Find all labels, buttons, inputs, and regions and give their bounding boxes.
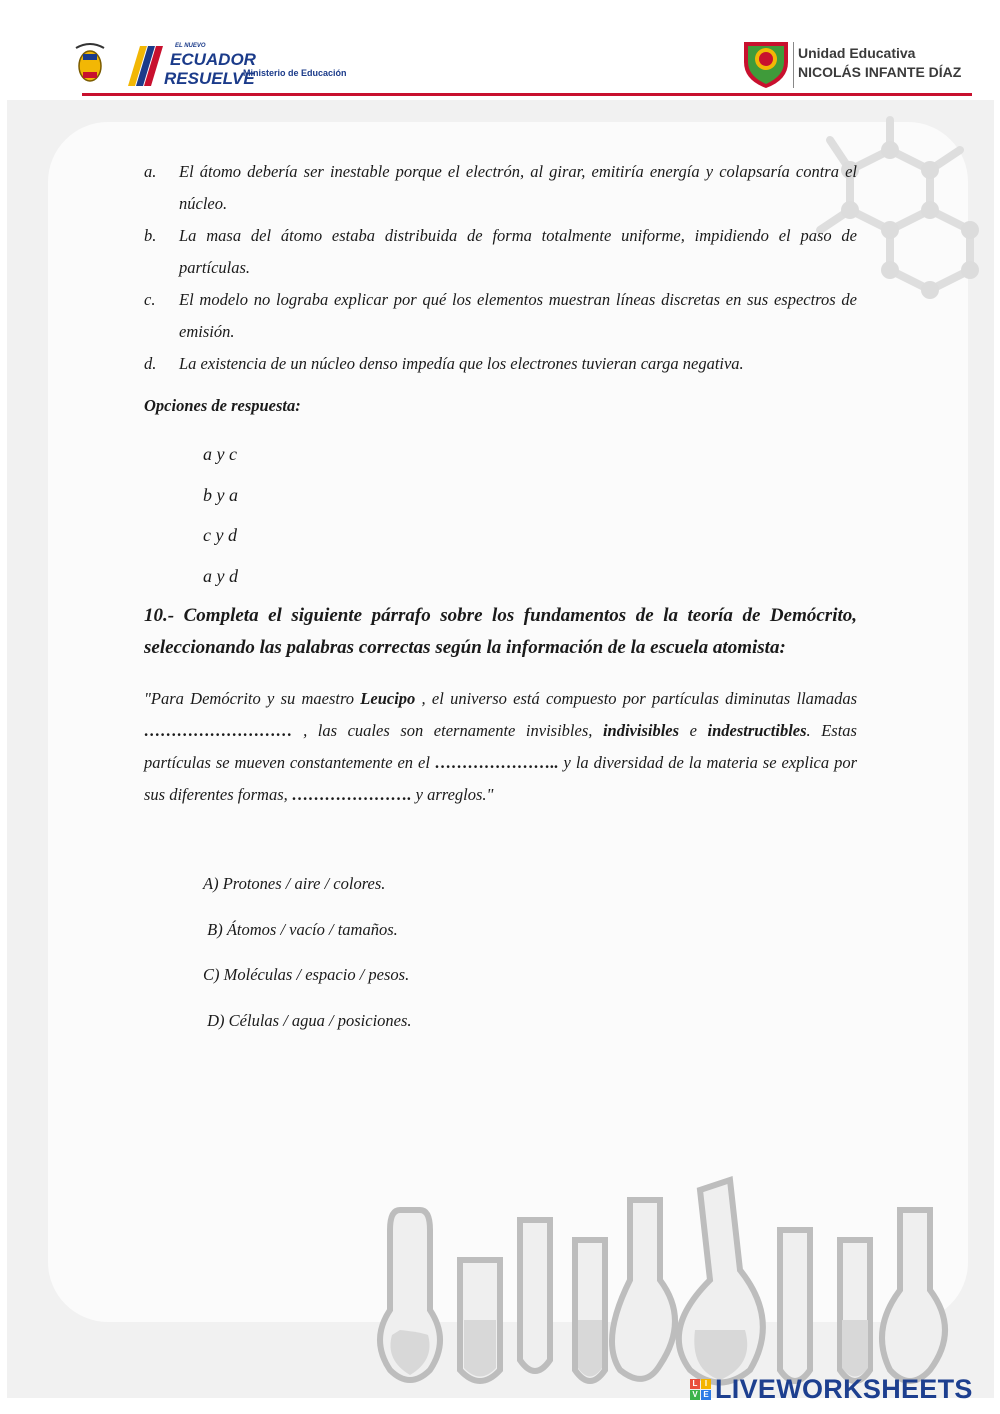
school-divider <box>793 42 794 88</box>
indestructibles-bold: indestructibles <box>707 721 807 740</box>
logo-small-text: EL NUEVO <box>175 43 206 49</box>
lab-glassware-illustration-icon <box>360 1170 960 1400</box>
para-text: , las cuales son eternamente invisibles, <box>292 721 603 740</box>
para-text: "Para Demócrito y su maestro <box>144 689 361 708</box>
leucipo-bold: Leucipo <box>360 689 416 708</box>
header-red-rule <box>82 93 972 96</box>
ecuador-resuelve-stripes-icon <box>128 46 163 86</box>
live-badge-icon <box>690 1379 711 1400</box>
response-options-heading: Opciones de respuesta: <box>144 396 301 415</box>
response-choice[interactable]: b y a <box>203 484 238 505</box>
answer-option-c[interactable]: C) Moléculas / espacio / pesos. <box>203 965 410 984</box>
option-label: a. <box>144 162 157 181</box>
badge-letter: V <box>690 1390 700 1400</box>
logo-line2: RESUELVE <box>164 69 255 88</box>
liveworksheets-brand <box>690 1374 973 1405</box>
ecuador-resuelve-logo <box>70 38 360 90</box>
option-text: El átomo debería ser inestable porque el electrón, al girar, emitiría energía y colapsaría contra el núcleo. <box>179 162 857 213</box>
response-choices <box>203 440 238 602</box>
badge-letter: I <box>701 1379 711 1389</box>
option-row <box>144 220 857 284</box>
blank-1[interactable]: ……………………… <box>144 721 293 740</box>
option-text: La existencia de un núcleo denso impedía que los electrones tuvieran carga negativa. <box>179 354 744 373</box>
blank-3[interactable]: …………………. <box>291 785 412 804</box>
badge-letter: E <box>701 1390 711 1400</box>
option-text: La masa del átomo estaba distribuida de forma totalmente uniforme, impidiendo el paso de partículas. <box>179 226 857 277</box>
response-choice[interactable]: a y c <box>203 444 237 464</box>
school-shield-icon <box>740 36 792 90</box>
school-line2: NICOLÁS INFANTE DÍAZ <box>798 64 962 80</box>
indivisibles-bold: indivisibles <box>602 721 680 740</box>
option-label: c. <box>144 290 156 309</box>
option-row <box>144 156 857 220</box>
blank-2[interactable]: ………………….. <box>434 753 559 772</box>
para-text: e <box>679 721 708 740</box>
school-name <box>798 44 961 82</box>
option-text: El modelo no lograba explicar por qué los elementos muestran líneas discretas en sus espectros de emisión. <box>179 290 857 341</box>
para-text: y la diversidad de la materia se explica por sus diferentes formas, <box>144 753 857 804</box>
answer-option-d[interactable]: D) Células / agua / posiciones. <box>203 1010 412 1030</box>
school-line1: Unidad Educativa <box>798 45 916 61</box>
question-10-answers <box>203 870 412 1052</box>
ministerio-label: Ministerio de Educación <box>243 68 347 78</box>
previous-question-options <box>144 156 857 380</box>
para-text: . Estas partículas se mueven constantemente en el <box>144 721 857 772</box>
badge-letter: L <box>690 1379 700 1389</box>
response-choice[interactable]: c y d <box>203 525 237 545</box>
brand-wordmark: LIVEWORKSHEETS <box>715 1374 973 1404</box>
answer-option-a[interactable]: A) Protones / aire / colores. <box>203 874 386 893</box>
para-text: y arreglos." <box>411 785 494 804</box>
document-header <box>0 0 1000 100</box>
question-10-title: 10.- Completa el siguiente párrafo sobre los fundamentos de la teoría de Demócrito, seleccionando las palabras correctas según la información de la escuela atomista: <box>144 605 857 658</box>
answer-option-b[interactable]: B) Átomos / vacío / tamaños. <box>203 919 398 939</box>
response-choice[interactable]: a y d <box>203 565 238 586</box>
ecuador-coat-of-arms-icon <box>76 44 104 81</box>
logo-line1: ECUADOR <box>170 50 256 69</box>
option-label: b. <box>144 226 157 245</box>
option-row <box>144 284 857 348</box>
option-row <box>144 348 857 380</box>
democritus-paragraph <box>144 683 857 811</box>
option-label: d. <box>144 354 157 373</box>
para-text: , el universo está compuesto por partículas diminutas llamadas <box>415 689 857 708</box>
